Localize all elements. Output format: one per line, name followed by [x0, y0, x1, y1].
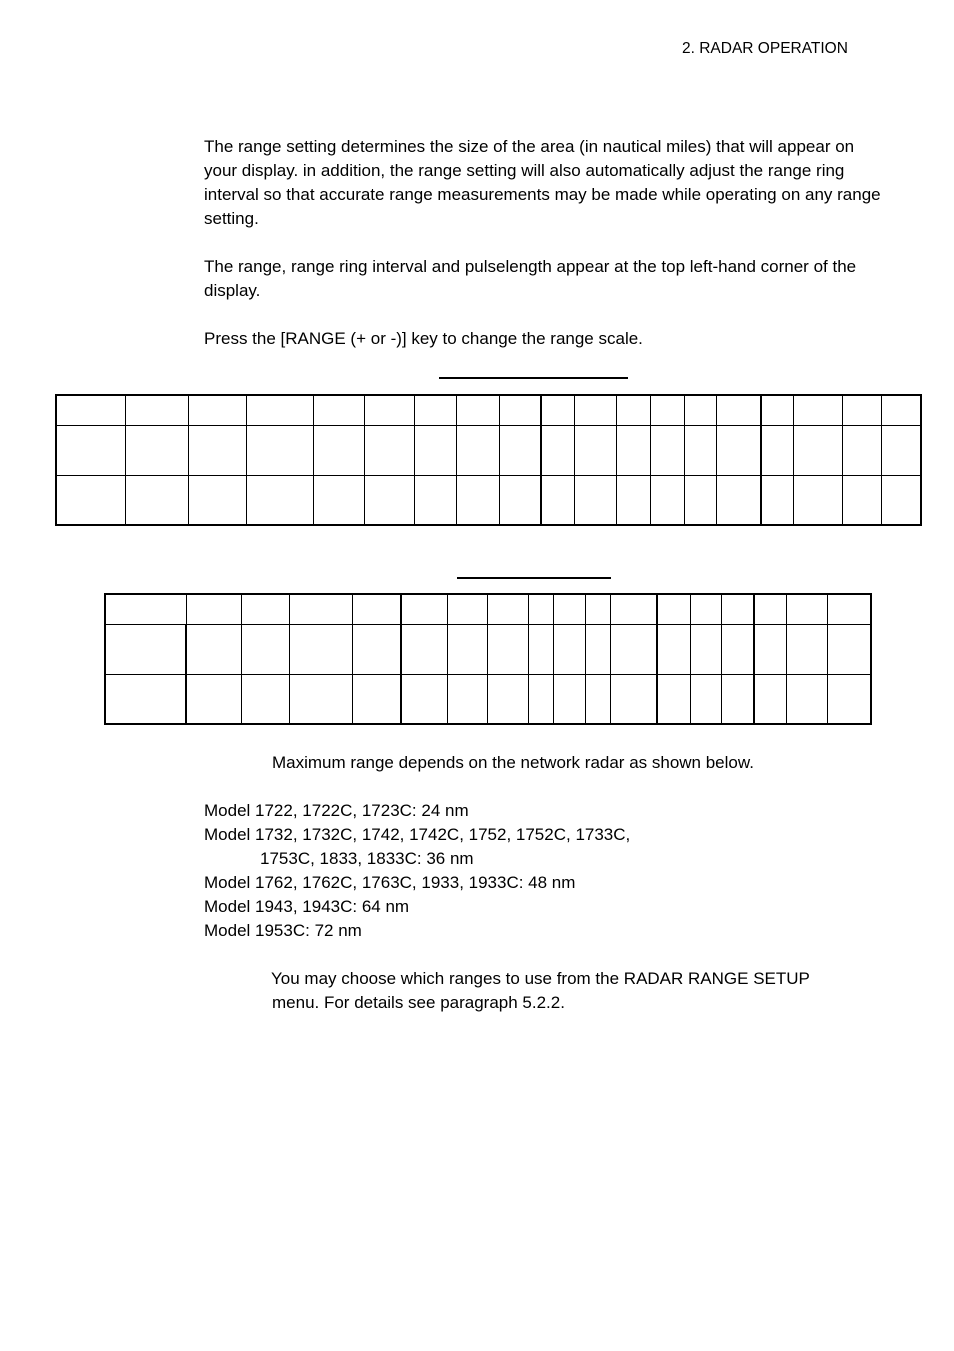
table-row [56, 475, 921, 525]
section-header: 2. RADAR OPERATION [682, 40, 848, 57]
table-row [56, 395, 921, 425]
model-line: 1753C, 1833, 1833C: 36 nm [260, 849, 474, 868]
paragraph-range-key: Press the [RANGE (+ or -)] key to change the range scale. [204, 329, 643, 348]
range-table-2 [104, 593, 872, 725]
note-range-setup: You may choose which ranges to use from the RADAR RANGE SETUP [271, 969, 810, 988]
table-row [105, 624, 871, 674]
table1-title-rule [439, 377, 628, 379]
table2-title-rule [457, 577, 611, 579]
model-line: Model 1953C: 72 nm [204, 921, 362, 940]
model-line: Model 1943, 1943C: 64 nm [204, 897, 410, 916]
range-table-1 [55, 394, 922, 526]
table-row [105, 594, 871, 624]
table-row [105, 674, 871, 724]
model-line: Model 1762, 1762C, 1763C, 1933, 1933C: 48 nm [204, 873, 576, 892]
note-max-range: Maximum range depends on the network radar as shown below. [272, 753, 754, 772]
paragraph-range-setting: The range setting determines the size of the area (in nautical miles) that will appear on your display. in addition, the range setting will also automatically adjust the range ring interval so that accurate range measurements may be made while operating on any range setting. [204, 137, 881, 228]
table-row [56, 425, 921, 475]
model-line: Model 1732, 1732C, 1742, 1742C, 1752, 1752C, 1733C, [204, 825, 631, 844]
note-range-setup-cont: menu. For details see paragraph 5.2.2. [272, 993, 565, 1012]
model-line: Model 1722, 1722C, 1723C: 24 nm [204, 801, 469, 820]
paragraph-range-display: The range, range ring interval and pulselength appear at the top left-hand corner of the display. [204, 257, 857, 300]
